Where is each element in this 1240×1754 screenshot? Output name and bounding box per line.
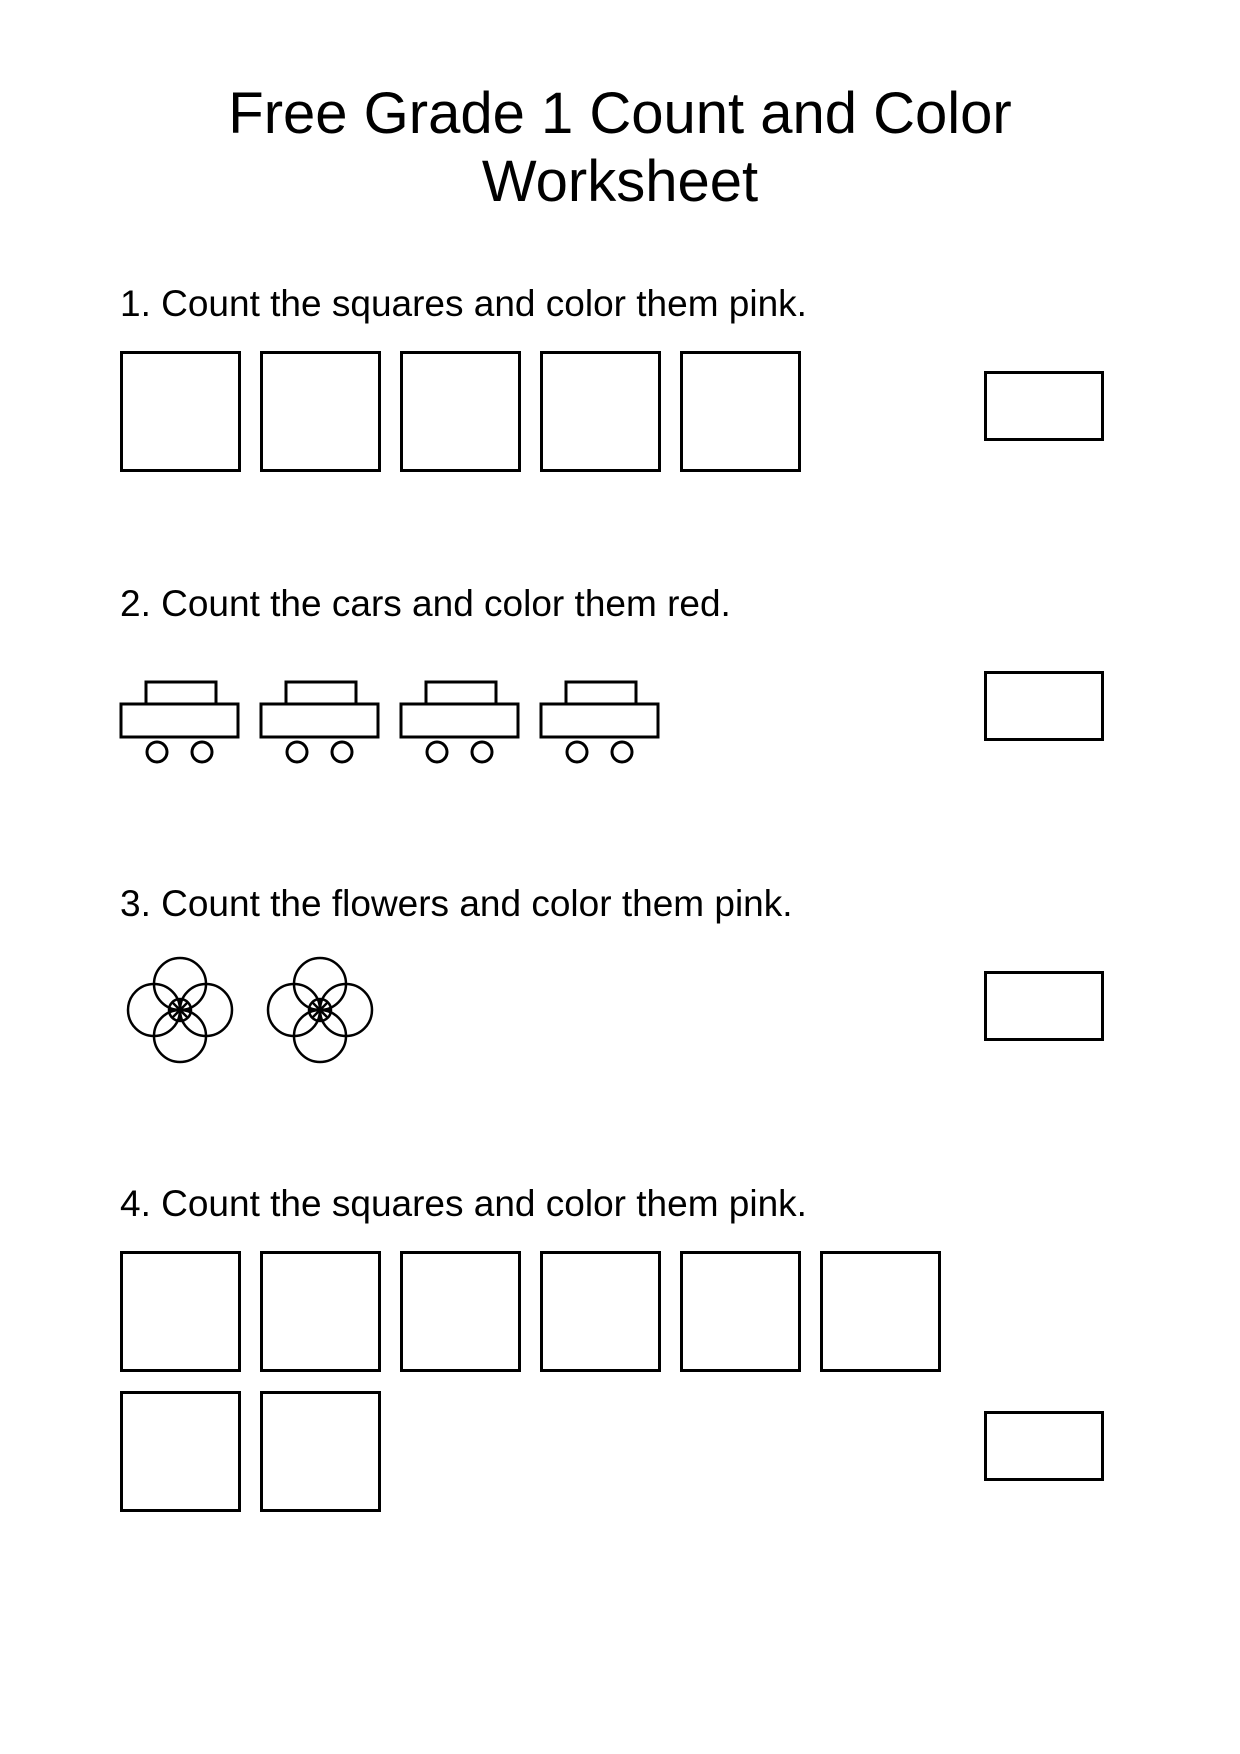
square-icon	[120, 1391, 241, 1512]
square-icon	[260, 1251, 381, 1372]
title-line-2: Worksheet	[481, 149, 759, 214]
flower-icon	[128, 958, 232, 1062]
question-1-prompt: 1. Count the squares and color them pink.	[120, 283, 807, 324]
square-icon	[400, 1251, 521, 1372]
question-4-answer-box[interactable]	[984, 1411, 1104, 1481]
question-3-answer-box[interactable]	[984, 971, 1104, 1041]
square-icon	[260, 1391, 381, 1512]
square-icon	[820, 1251, 941, 1372]
flower-icon	[268, 958, 372, 1062]
question-3-prompt: 3. Count the flowers and color them pink.	[120, 883, 793, 924]
question-2-prompt: 2. Count the cars and color them red.	[120, 583, 731, 624]
question-4-prompt: 4. Count the squares and color them pink.	[120, 1183, 807, 1224]
square-icon	[120, 1251, 241, 1372]
square-icon	[680, 1251, 801, 1372]
title-line-1: Free Grade 1 Count and Color	[228, 81, 1012, 146]
square-icon	[540, 1251, 661, 1372]
